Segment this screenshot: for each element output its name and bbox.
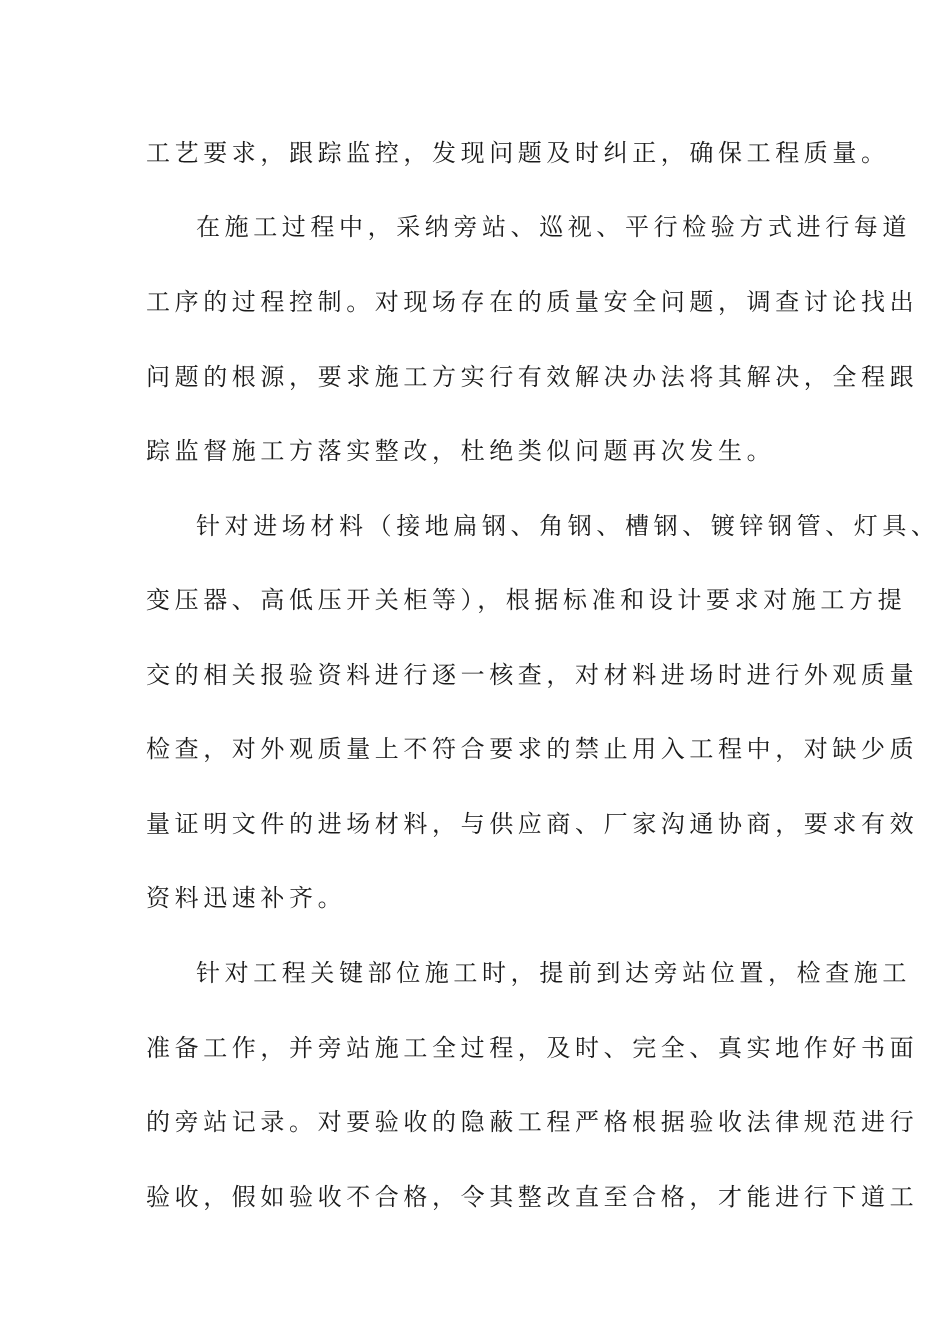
paragraph-3-line-5: 量证明文件的进场材料，与供应商、厂家沟通协商，要求有效 [146,810,919,838]
paragraph-4-line-3: 的旁站记录。对要验收的隐蔽工程严格根据验收法律规范进行 [146,1108,919,1136]
paragraph-3-line-6: 资料迅速补齐。 [146,884,347,912]
paragraph-2-line-1: 在施工过程中，采纳旁站、巡视、平行检验方式进行每道 [196,213,911,241]
paragraph-3-line-1: 针对进场材料（接地扁钢、角钢、槽钢、镀锌钢管、灯具、 [196,512,940,540]
paragraph-2-line-4: 踪监督施工方落实整改，杜绝类似问题再次发生。 [146,437,776,465]
paragraph-4-line-2: 准备工作，并旁站施工全过程，及时、完全、真实地作好书面 [146,1034,919,1062]
paragraph-2-line-2: 工序的过程控制。对现场存在的质量安全问题，调查讨论找出 [146,288,919,316]
paragraph-3-line-4: 检查，对外观质量上不符合要求的禁止用入工程中，对缺少质 [146,735,919,763]
paragraph-3-line-3: 交的相关报验资料进行逐一核查，对材料进场时进行外观质量 [146,661,919,689]
paragraph-3-line-2: 变压器、高低压开关柜等），根据标准和设计要求对施工方提 [146,586,907,614]
paragraph-4-line-1: 针对工程关键部位施工时，提前到达旁站位置，检查施工 [196,959,911,987]
paragraph-4-line-4: 验收，假如验收不合格，令其整改直至合格，才能进行下道工 [146,1183,919,1211]
paragraph-1-line-1: 工艺要求，跟踪监控，发现问题及时纠正，确保工程质量。 [146,139,890,167]
paragraph-2-line-3: 问题的根源，要求施工方实行有效解决办法将其解决，全程跟 [146,363,919,391]
